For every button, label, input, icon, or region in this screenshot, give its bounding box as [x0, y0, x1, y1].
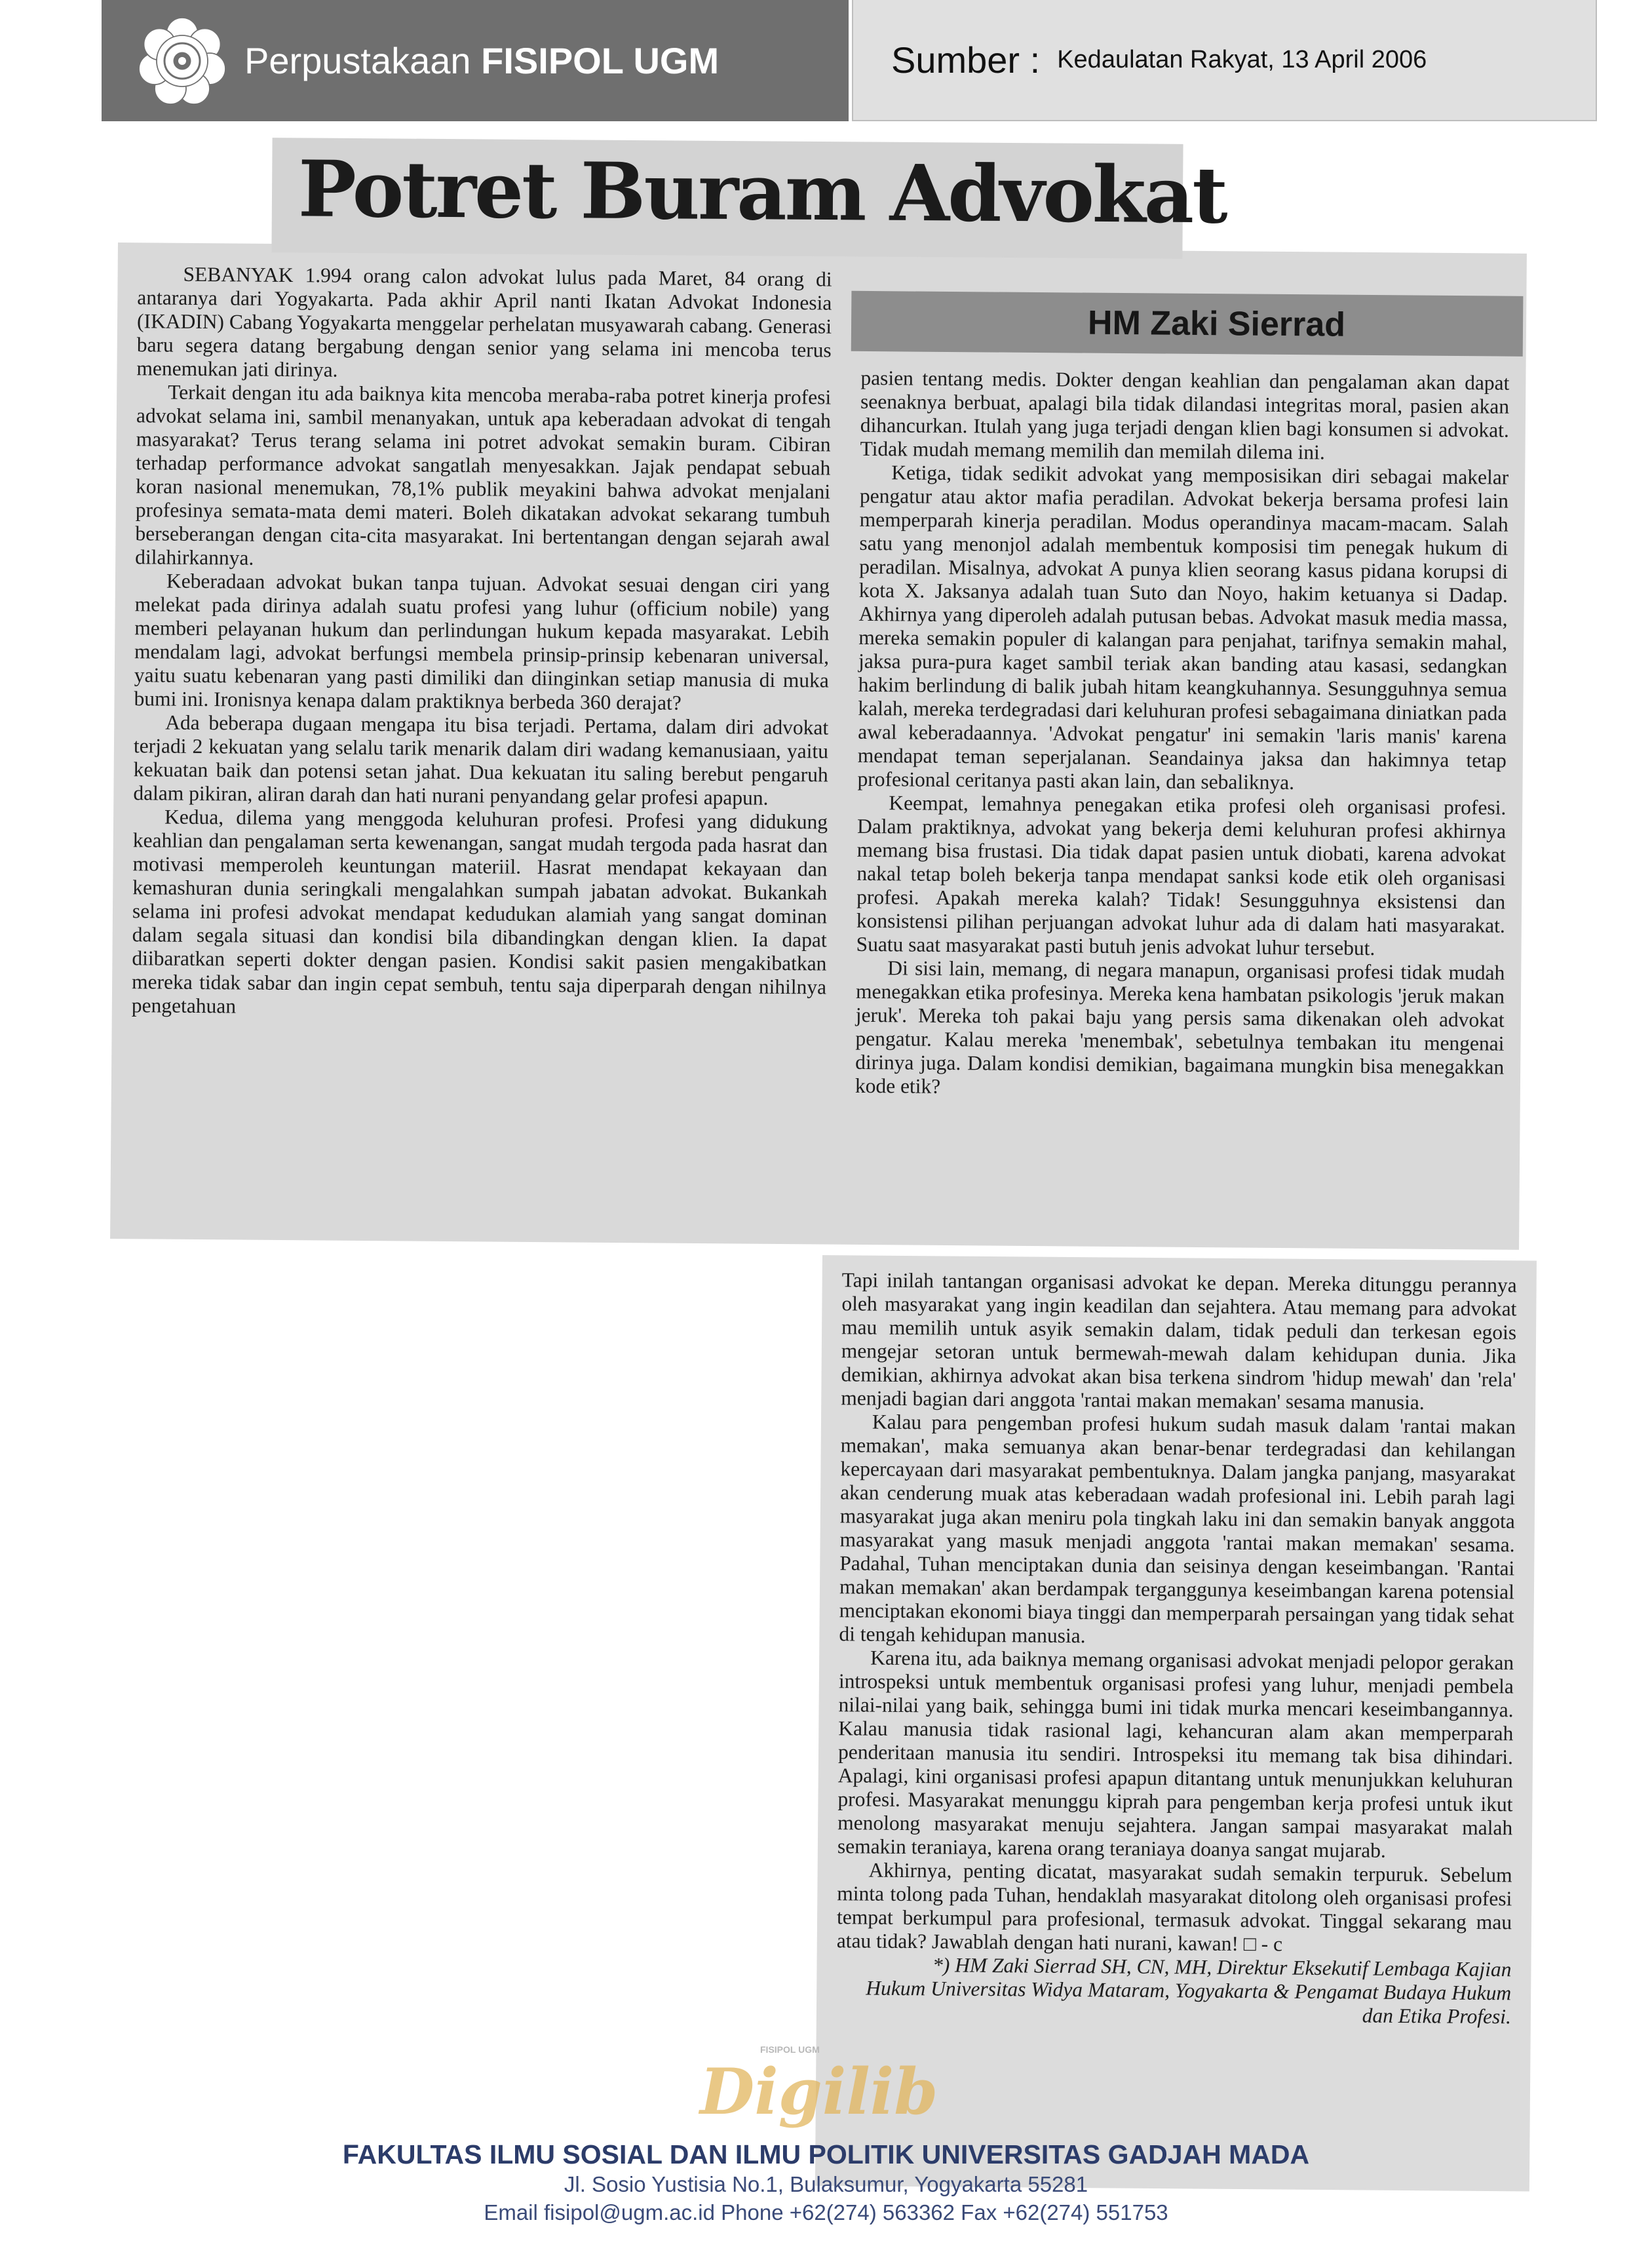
- byline-bar: [851, 291, 1524, 357]
- footer-faculty: FAKULTAS ILMU SOSIAL DAN ILMU POLITIK UNIVERSITAS GADJAH MADA: [342, 2139, 1310, 2169]
- paragraph: pasien tentang medis. Dokter dengan keahlian dan pengalaman akan dapat seenaknya berbuat, apalagi bila tidak dilandasi integritas moral, pasien akan dihancurkan. Itulah yang juga terjadi dengan klien bagi konsumen si advokat. Tidak mudah memang memilih dan memilah dilema ini.: [860, 366, 1510, 464]
- article-column-1: [132, 262, 832, 1022]
- article-byline: HM Zaki Sierrad: [1087, 303, 1346, 344]
- article-column-2: [855, 366, 1510, 1103]
- paragraph: Kalau para pengemban profesi hukum sudah masuk dalam 'rantai makan memakan', maka semuanya akan benar-benar terdegradasi dan kehilangan kepercayaan dari masyarakat pembentuknya. Dalam jangka panjang, masyarakat akan cenderung muak atas keberadaan wadah profesional ini. Lebih parah lagi masyarakat juga akan meniru pola tingkah laku ini dan semakin banyak anggota masyarakat yang masuk menjadi anggota 'rantai makan memakan' sesama. Padahal, Tuhan menciptakan dunia dan seisinya dengan keseimbangan. 'Rantai makan memakan' akan berdampak terganggunya keseimbangan karena potensial menciptakan ekonomi biaya tinggi dan memperparah persaingan yang tidak sehat di tengah kehidupan manusia.: [839, 1410, 1516, 1648]
- paragraph: Ketiga, tidak sedikit advokat yang memposisikan diri sebagai makelar pengatur atau aktor mafia peradilan. Advokat bekerja bersama profesi lain memperparah kinerja peradilan. Modus operandinya macam-macam. Salah satu yang menonjol adalah membentuk komposisi tim penegak hukum di peradilan. Misalnya, advokat A punya klien seorang kasus pidana korupsi di kota X. Jaksanya adalah tuan Suto dan Noyo, hakim ketuanya si Dadap. Akhirnya yang diperoleh adalah putusan bebas. Advokat masuk media massa, mereka semakin populer di kalangan para penjahat, tarifnya semakin mahal, jaksa pura-pura kaget sambil teriak akan banding atau kasasi, sedangkan hakim berlindung di balik jubah hitam keangkuhannya. Sesungguhnya semua kalah, mereka terdegradasi dari keluhuran profesi sebagaimana diniatkan pada awal keberadaannya. 'Advokat pengatur' ini semakin 'laris manis' karena mendapat teman seperjalanan. Seandainya jaksa dan hakimnya tetap profesional ceritanya pasti akan lain, dan sebaliknya.: [857, 461, 1509, 794]
- paragraph: Karena itu, ada baiknya memang organisasi advokat menjadi pelopor gerakan introspeksi untuk membentuk organisasi profesi yang luhur, menjadi pembela nilai-nilai yang baik, sehingga bumi ini tidak murka mencari keseimbangannya. Kalau manusia tidak rasional lagi, kehancuran alam akan memperparah penderitaan manusia itu sendiri. Introspeksi itu memang tak bisa dihindari. Apalagi, kini organisasi profesi apapun ditantang untuk menunjukkan keluhuran profesi. Masyarakat menunggu kiprah para pengemban kerja profesi untuk ikut menolong masyarakat menuju sejahtera. Jangan sampai masyarakat malah semakin teraniaya, karena orang teraniaya doanya sangat mujarab.: [837, 1646, 1514, 1862]
- paragraph: Terkait dengan itu ada baiknya kita mencoba meraba-raba potret kinerja profesi advokat selama ini, sambil menanyakan, untuk apa keberadaan advokat di tengah masyarakat? Terus terang selama ini potret advokat semakin buram. Cibiran terhadap performance advokat sangatlah menyesakkan. Jajak pendapat sebuah koran nasional menemukan, 78,1% publik meyakini bahwa advokat menjalani profesinya semata-mata demi materi. Boleh dikatakan advokat sekarang tumbuh berseberangan dengan cita-cita masyarakat. Ini bertentangan dengan sejarah awal dilahirkannya.: [135, 380, 832, 570]
- paragraph: Kedua, dilema yang menggoda keluhuran profesi. Profesi yang didukung keahlian dan pengalaman serta kewenangan, sangat mudah tergoda pada hasrat dan motivasi memperoleh keuntungan materiil. Hasrat mendapat kekayaan dan kemashuran dunia seringkali mengalahkan sumpah jabatan advokat. Bukankah selama ini profesi advokat mendapat kedudukan alamiah yang sangat dominan dalam segala situasi dan kondisi bila dibandingkan dengan klien. Ia dapat diibaratkan seperti dokter dengan pasien. Kondisi sakit pasien mengakibatkan mereka tidak sabar dan ingin cepat sembuh, tentu saja diperparah dengan nihilnya pengetahuan: [131, 805, 828, 1018]
- headline-strip: [271, 138, 1227, 259]
- ugm-emblem-icon: [133, 12, 231, 110]
- watermark-small-label: FISIPOL UGM: [760, 2044, 820, 2055]
- clipping-main: [110, 243, 1527, 1250]
- library-title: [244, 39, 719, 82]
- footer-address: Jl. Sosio Yustisia No.1, Bulaksumur, Yogyakarta 55281: [564, 2172, 1088, 2196]
- clipping-continuation: [815, 1255, 1537, 2192]
- article-column-3: [836, 1268, 1517, 2029]
- paragraph: Akhirnya, penting dicatat, masyarakat sudah semakin terpuruk. Sebelum minta tolong pada Tuhan, hendaklah masyarakat ditolong oleh organisasi profesi tempat berkumpul para profesional, termasuk advokat. Tinggal sekarang mau atau tidak? Jawablah dengan hati nurani, kawan! □ - c: [836, 1858, 1512, 1956]
- source-label: Sumber :: [891, 39, 1041, 81]
- library-name: FISIPOL UGM: [481, 40, 720, 81]
- paragraph: SEBANYAK 1.994 orang calon advokat lulus pada Maret, 84 orang di antaranya dari Yogyakarta. Pada akhir April nanti Ikatan Advokat Indonesia (IKADIN) Cabang Yogyakarta menggelar perhelatan musyawarah cabang. Generasi baru segera datang bergabung dengan senior yang selama ini mencoba terus menemukan jati dirinya.: [136, 262, 832, 381]
- author-note: *) HM Zaki Sierrad SH, CN, MH, Direktur Eksekutif Lembaga Kajian Hukum Universitas Widya Mataram, Yogyakarta & Pengamat Budaya Hukum dan Etika Profesi.: [866, 1953, 1512, 2029]
- watermark-brand: Digilib: [700, 2055, 938, 2129]
- source-value: Kedaulatan Rakyat, 13 April 2006: [1057, 46, 1427, 73]
- source-box: [852, 0, 1597, 121]
- footer-contact: Email fisipol@ugm.ac.id Phone +62(274) 563362 Fax +62(274) 551753: [484, 2200, 1168, 2225]
- paragraph: Ada beberapa dugaan mengapa itu bisa terjadi. Pertama, dalam diri advokat terjadi 2 kekuatan yang selalu tarik menarik dalam diri wadang kemanusiaan, yaitu kekuatan baik dan potensi setan jahat. Dua kekuatan itu saling berebut pengaruh dalam pikiran, aliran darah dan hati nurani penyandang gelar profesi apapun.: [133, 710, 829, 809]
- library-prefix: Perpustakaan: [244, 40, 471, 81]
- paragraph: Keempat, lemahnya penegakan etika profesi oleh organisasi profesi. Dalam praktiknya, advokat yang bekerja demi keluhuran profesi akhirnya memang bisa frustasi. Dia tidak dapat pasien untuk diobati, karena advokat nakal tetap boleh bekerja tanpa mendapat sanksi kode etik oleh organisasi profesi. Apakah mereka kalah? Tidak! Sesungguhnya eksistensi dan konsistensi pilihan perjuangan advokat luhur ada di dalam hati masyarakat. Suatu saat masyarakat pasti butuh jenis advokat luhur tersebut.: [856, 791, 1507, 960]
- library-header: [102, 0, 849, 121]
- article-title: Potret Buram Advokat: [298, 143, 1227, 241]
- digilib-watermark-logo: [695, 2038, 938, 2137]
- paragraph: Keberadaan advokat bukan tanpa tujuan. Advokat sesuai dengan ciri yang melekat pada dirinya adalah suatu profesi yang luhur (officium nobile) yang memberi pelayanan hukum dan perlindungan hukum kepada masyarakat. Lebih mendalam lagi, advokat berfungsi membela prinsip-prinsip kebenaran universal, yaitu suatu kebenaran yang pasti dimiliki dan diinginkan setiap manusia di muka bumi ini. Ironisnya kenapa dalam praktiknya berbeda 360 derajat?: [134, 569, 830, 714]
- paragraph: Tapi inilah tantangan organisasi advokat ke depan. Mereka ditunggu perannya oleh masyarakat yang ingin keadilan dan sejahtera. Atau memang para advokat mau memilih untuk asyik semakin dalam, tidak peduli dan terkesan egois mengejar setoran untuk bermewah-mewah dalam kehidupan dunia. Jika demikian, akhirnya advokat akan bisa terkena sindrom 'hidup mewah' dan 'rela' menjadi bagian dari anggota 'rantai makan memakan' sesama manusia.: [841, 1268, 1517, 1414]
- paragraph: Di sisi lain, memang, di negara manapun, organisasi profesi tidak mudah menegakkan etika profesinya. Mereka kena hambatan psikologis 'jeruk makan jeruk'. Mereka toh pakai baju yang persis sama dikenakan oleh advokat pengatur. Kalau mereka 'menembak', sebetulnya tembakan itu mengenai dirinya juga. Dalam kondisi demikian, bagaimana mungkin bisa menegakkan kode etik?: [855, 956, 1505, 1098]
